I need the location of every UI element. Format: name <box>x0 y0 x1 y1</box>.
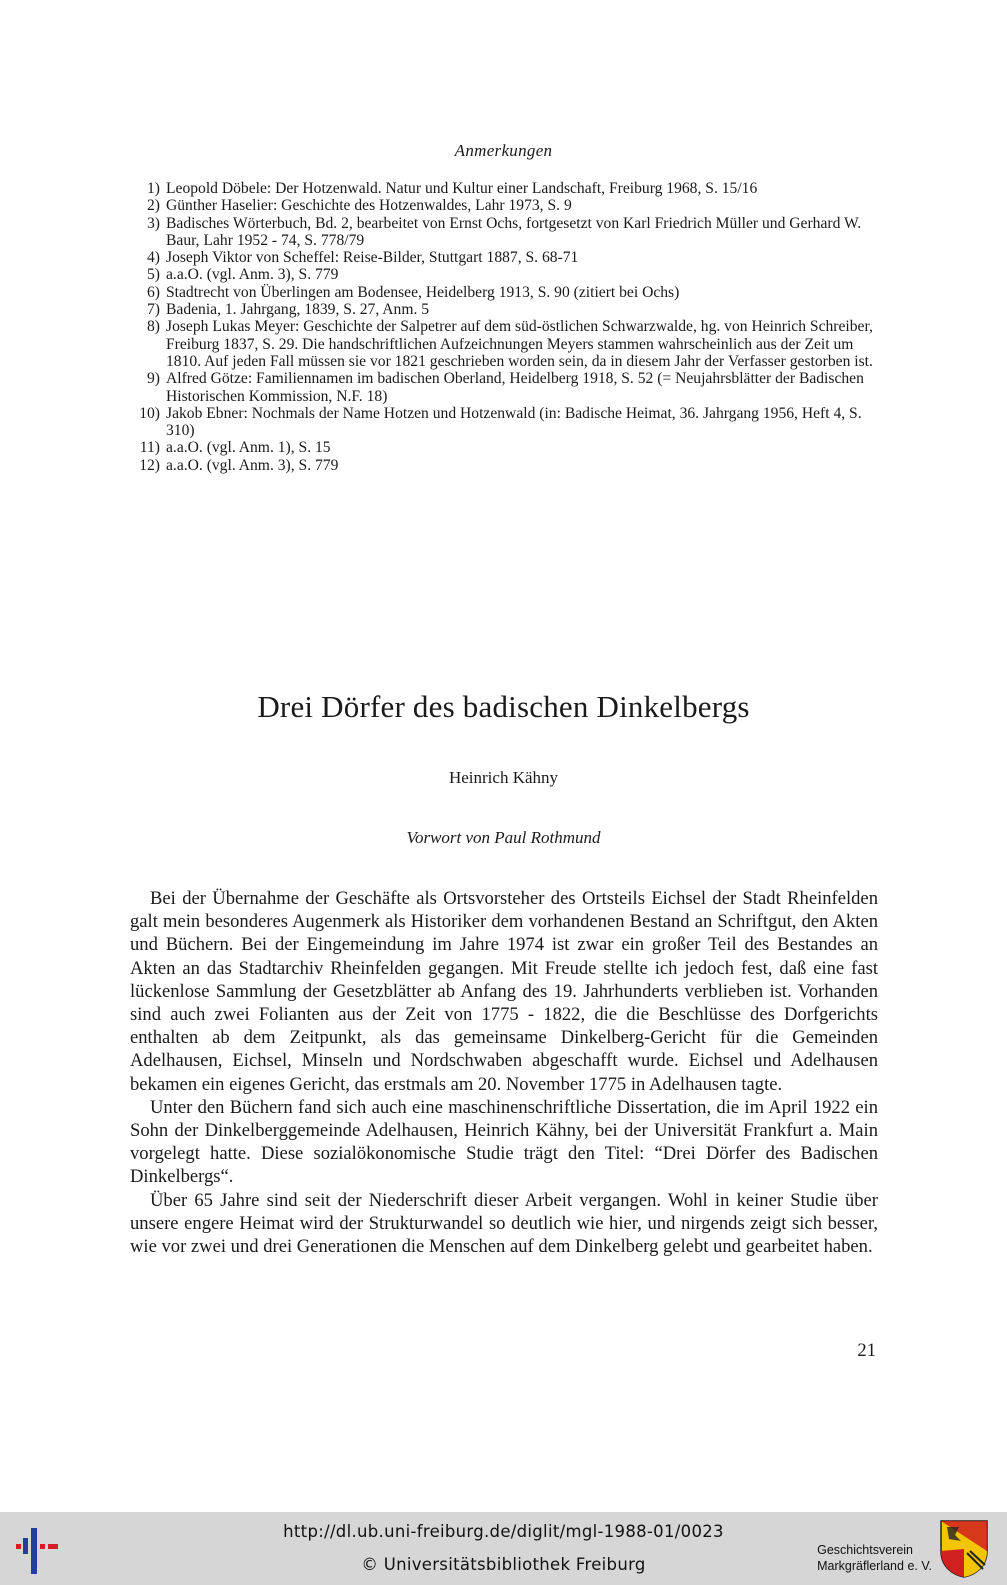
note-number: 7) <box>147 301 160 319</box>
note-item <box>130 439 878 456</box>
note-item <box>130 457 878 474</box>
footer-bar <box>0 1512 1007 1585</box>
note-number: 12) <box>139 456 160 474</box>
footer-copyright: © Universitätsbibliothek Freiburg <box>361 1555 646 1574</box>
note-text: Badenia, 1. Jahrgang, 1839, S. 27, Anm. 5 <box>166 301 430 319</box>
footer-url-link[interactable]: http://dl.ub.uni-freiburg.de/diglit/mgl-1988-01/0023 <box>283 1522 724 1541</box>
notes-heading: Anmerkungen <box>454 141 553 160</box>
page-number: 21 <box>857 1340 876 1361</box>
note-number: 11) <box>139 439 160 457</box>
note-text: Joseph Viktor von Scheffel: Reise-Bilder, Stuttgart 1887, S. 68-71 <box>166 249 579 267</box>
notes-list <box>130 180 878 474</box>
note-item <box>130 215 878 250</box>
note-item <box>130 180 878 197</box>
note-number: 10) <box>139 404 160 422</box>
note-text: a.a.O. (vgl. Anm. 1), S. 15 <box>166 439 331 457</box>
note-text: Alfred Götze: Familiennamen im badischen Oberland, Heidelberg 1918, S. 52 (= Neujahrsblätter der Badischen Historischen Kommission, N.F. 18) <box>166 370 864 405</box>
note-number: 5) <box>147 266 160 284</box>
note-item <box>130 197 878 214</box>
note-item <box>130 301 878 318</box>
note-number: 6) <box>147 283 160 301</box>
body-paragraph: Über 65 Jahre sind seit der Niederschrift dieser Arbeit vergangen. Wohl in keiner Studie über unsere engere Heimat wird der Strukturwandel so deutlich wie hier, und nirgends zeigt sich besser, wie vor zwei und drei Generationen die Menschen auf dem Dinkelberg gelebt und gearbeitet haben. <box>130 1189 878 1258</box>
article-body <box>130 887 878 1258</box>
body-paragraph: Unter den Büchern fand sich auch eine maschinenschriftliche Dissertation, die im April 1922 ein Sohn der Dinkelberggemeinde Adelhausen, Heinrich Kähny, bei der Universität Frankfurt a. Main vorgelegt hatte. Diese sozialökonomische Studie trägt den Titel: “Drei Dörfer des Badischen Dinkelbergs“. <box>130 1096 878 1188</box>
body-paragraph: Bei der Übernahme der Geschäfte als Ortsvorsteher des Ortsteils Eichsel der Stadt Rheinfelden galt mein besonderes Augenmerk als Historiker dem vorhandenen Bestand an Schriftgut, den Akten und Büchern. Bei der Eingemeindung im Jahre 1974 ist zwar ein großer Teil des Bestandes an Akten an das Stadtarchiv Rheinfelden gegangen. Mit Freude stellte ich jedoch fest, daß eine fast lückenlose Sammlung der Gesetzblätter ab Anfang des 19. Jahrhunderts verblieben ist. Vorhanden sind auch zwei Folianten aus der Zeit von 1775 - 1822, die die Beschlüsse des Dorfgerichts enthalten ab dem Zeitpunkt, als das gemeinsame Dinkelberg-Gericht für die Gemeinden Adelhausen, Eichsel, Minseln und Nordschwaben abgeschafft wurde. Eichsel und Adelhausen bekamen ein eigenes Gericht, das erstmals am 20. November 1775 in Adelhausen tagte. <box>130 888 878 1095</box>
note-item <box>130 318 878 370</box>
note-number: 8) <box>147 318 160 336</box>
note-item <box>130 370 878 405</box>
note-number: 3) <box>147 214 160 232</box>
note-text: a.a.O. (vgl. Anm. 3), S. 779 <box>166 266 339 284</box>
note-number: 2) <box>147 197 160 215</box>
note-item <box>130 284 878 301</box>
note-text: Leopold Döbele: Der Hotzenwald. Natur und Kultur einer Landschaft, Freiburg 1968, S. 15/16 <box>166 180 758 197</box>
note-text: Stadtrecht von Überlingen am Bodensee, Heidelberg 1913, S. 90 (zitiert bei Ochs) <box>166 283 680 301</box>
note-number: 1) <box>147 180 160 197</box>
note-text: a.a.O. (vgl. Anm. 3), S. 779 <box>166 456 339 474</box>
note-text: Jakob Ebner: Nochmals der Name Hotzen und Hotzenwald (in: Badische Heimat, 36. Jahrgang 1956, Heft 4, S. 310) <box>166 404 862 440</box>
foreword-heading: Vorwort von Paul Rothmund <box>406 828 601 847</box>
article-author: Heinrich Kähny <box>448 768 559 787</box>
society-name <box>817 1542 932 1574</box>
article-title: Drei Dörfer des badischen Dinkelbergs <box>257 689 750 724</box>
society-crest-icon <box>939 1519 989 1579</box>
society-line-2: Markgräflerland e. V. <box>817 1559 932 1573</box>
note-number: 4) <box>147 249 160 267</box>
note-text: Badisches Wörterbuch, Bd. 2, bearbeitet von Ernst Ochs, fortgesetzt von Karl Friedrich Müller und Gerhard W. Baur, Lahr 1952 - 74, S. 778/79 <box>166 214 862 249</box>
note-text: Günther Haselier: Geschichte des Hotzenwaldes, Lahr 1973, S. 9 <box>166 197 572 215</box>
society-line-1: Geschichtsverein <box>817 1543 913 1557</box>
note-item <box>130 266 878 283</box>
note-item <box>130 405 878 440</box>
note-item <box>130 249 878 266</box>
note-number: 9) <box>147 370 160 388</box>
note-text: Joseph Lukas Meyer: Geschichte der Salpetrer auf dem süd-östlichen Schwarzwalde, hg. von Heinrich Schreiber, Freiburg 1837, S. 29. Die handschriftlichen Aufzeichnungen Meyers stammen wahrscheinlich aus der Zeit um 1810. Auf jeden Fall müssen sie vor 1821 geschrieben worden sein, da in diesem Jahr der Verfasser gestorben ist. <box>166 318 873 370</box>
